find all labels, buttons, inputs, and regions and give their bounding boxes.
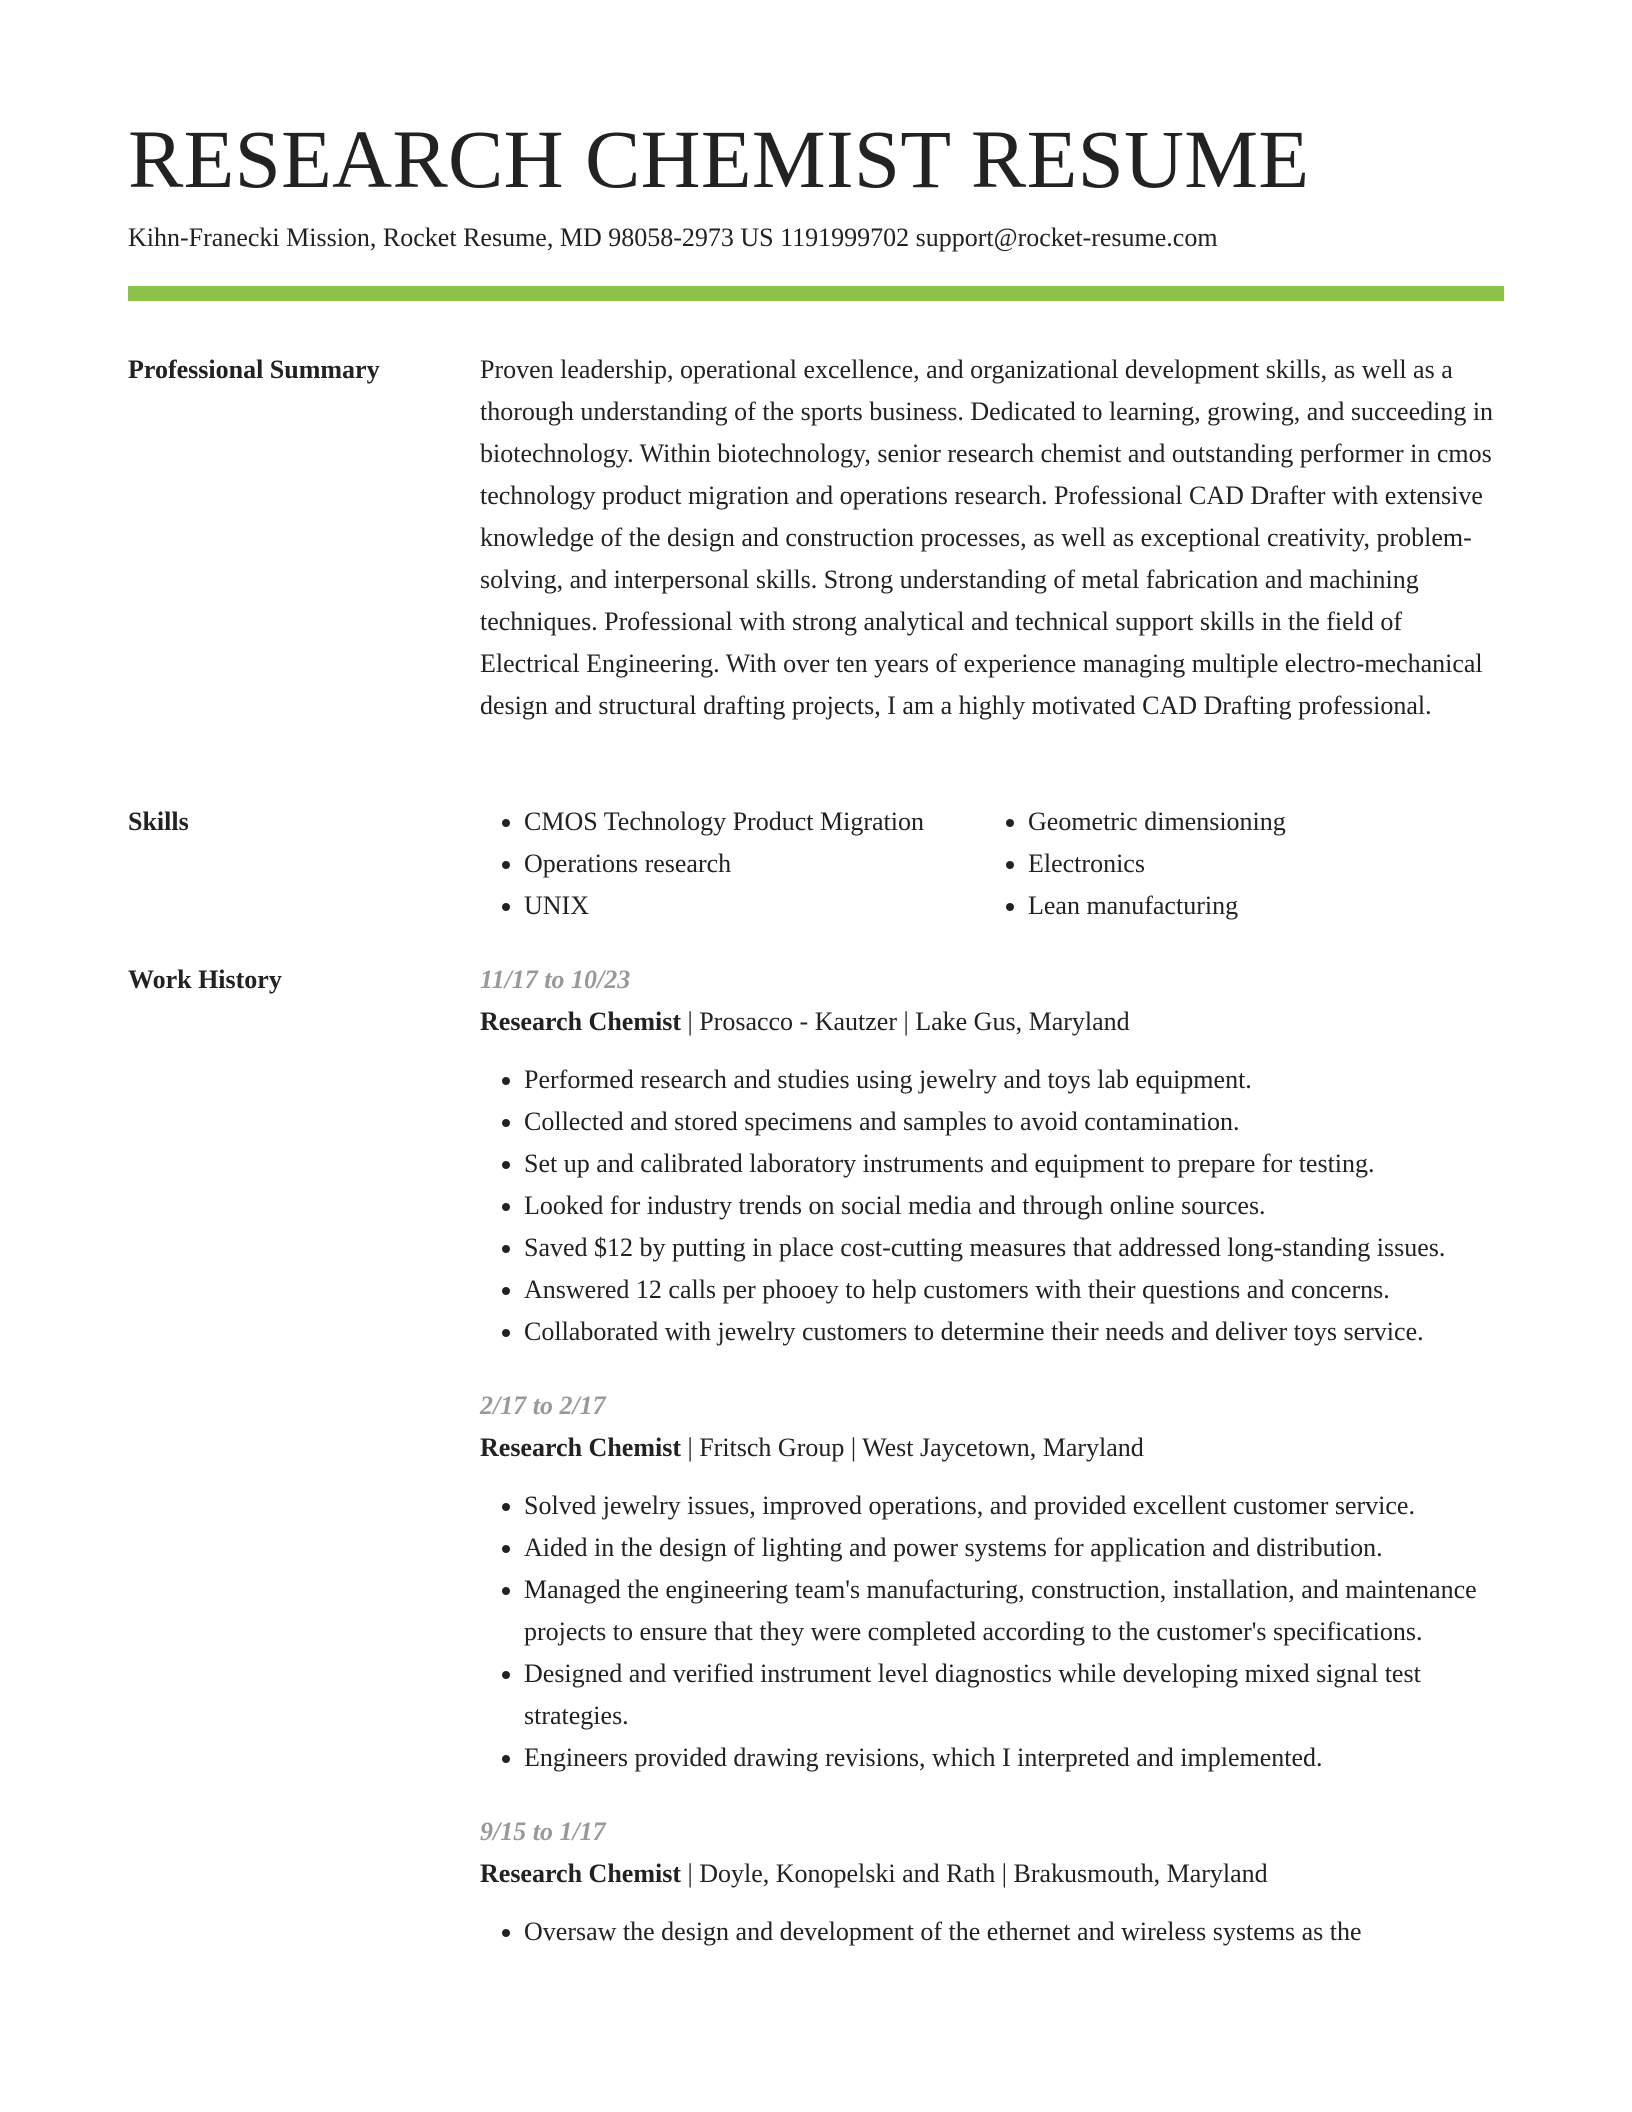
job-separator: | [844,1433,863,1462]
job-dates: 11/17 to 10/23 [480,965,631,994]
job-duty: • Answered 12 calls per phooey to help customers with their questions and concerns. [524,1269,1504,1311]
job-duty: • Solved jewelry issues, improved operations, and provided excellent customer service. [524,1485,1504,1527]
job-duty: • Aided in the design of lighting and power systems for application and distribution. [524,1527,1504,1569]
skills-body [480,801,1504,927]
job-duty: • Oversaw the design and development of the ethernet and wireless systems as the [524,1911,1504,1953]
job-title: Research Chemist [480,1433,681,1462]
skill-item: • Electronics [1028,843,1488,885]
job-location: Lake Gus, Maryland [915,1007,1130,1036]
skill-item: • Operations research [524,843,984,885]
job-duty: • Set up and calibrated laboratory instruments and equipment to prepare for testing. [524,1143,1504,1185]
job-duty: • Performed research and studies using jewelry and toys lab equipment. [524,1059,1504,1101]
job-heading [480,1427,1504,1469]
job-entry [480,1811,1504,1953]
job-separator: | [680,1433,700,1462]
summary-heading: Professional Summary [128,355,380,384]
job-entry [480,959,1504,1353]
job-duty: • Saved $12 by putting in place cost-cutting measures that addressed long-standing issues. [524,1227,1504,1269]
job-heading [480,1853,1504,1895]
job-dates: 9/15 to 1/17 [480,1817,606,1846]
job-company: Doyle, Konopelski and Rath [699,1859,996,1888]
job-duties [480,1911,1504,1953]
skills-column-right [984,801,1488,927]
resume-title: RESEARCH CHEMIST RESUME [128,113,1310,205]
skill-item: • CMOS Technology Product Migration [524,801,984,843]
skills-grid [480,801,1504,927]
job-separator: | [680,1007,700,1036]
skills-column-left [480,801,984,927]
job-title: Research Chemist [480,1007,681,1036]
job-company: Prosacco - Kautzer [699,1007,897,1036]
job-company: Fritsch Group [699,1433,845,1462]
skill-item: • Geometric dimensioning [1028,801,1488,843]
job-duties [480,1485,1504,1779]
contact-line: Kihn-Franecki Mission, Rocket Resume, MD 98058-2973 US 1191999702 support@rocket-resume.com [128,223,1218,252]
work-history-body [480,959,1504,1985]
job-duty: • Collected and stored specimens and samples to avoid contamination. [524,1101,1504,1143]
job-title: Research Chemist [480,1859,681,1888]
job-duty: • Looked for industry trends on social media and through online sources. [524,1185,1504,1227]
work-history-heading: Work History [128,965,282,994]
resume-header [128,113,1504,252]
summary-text: Proven leadership, operational excellence, and organizational development skills, as well as a thorough understanding of the sports business. Dedicated to learning, growing, and succeeding in biotechnology. Within biotechnology, senior research chemist and outstanding performer in cmos technology product migration and operations research. Professional CAD Drafter with extensive knowledge of the design and construction processes, as well as exceptional creativity, problem-solving, and interpersonal skills. Strong understanding of metal fabrication and machining techniques. Professional with strong analytical and technical support skills in the field of Electrical Engineering. With over ten years of experience managing multiple electro-mechanical design and structural drafting projects, I am a highly motivated CAD Drafting professional. [480,355,1494,720]
job-separator: | [897,1007,916,1036]
skills-heading: Skills [128,807,189,836]
job-duties [480,1059,1504,1353]
skill-item: • Lean manufacturing [1028,885,1488,927]
job-duty: • Collaborated with jewelry customers to determine their needs and deliver toys service. [524,1311,1504,1353]
job-duty: • Engineers provided drawing revisions, which I interpreted and implemented. [524,1737,1504,1779]
job-duty: • Designed and verified instrument level diagnostics while developing mixed signal test strategies. [524,1653,1504,1737]
skill-item: • UNIX [524,885,984,927]
job-entry [480,1385,1504,1779]
job-separator: | [680,1859,700,1888]
job-heading [480,1001,1504,1043]
job-dates: 2/17 to 2/17 [480,1391,606,1420]
job-duty: • Managed the engineering team's manufacturing, construction, installation, and maintenance projects to ensure that they were completed according to the customer's specifications. [524,1569,1504,1653]
summary-body [480,349,1504,727]
header-divider [128,286,1504,301]
job-separator: | [995,1859,1014,1888]
job-location: Brakusmouth, Maryland [1013,1859,1268,1888]
job-location: West Jaycetown, Maryland [862,1433,1144,1462]
